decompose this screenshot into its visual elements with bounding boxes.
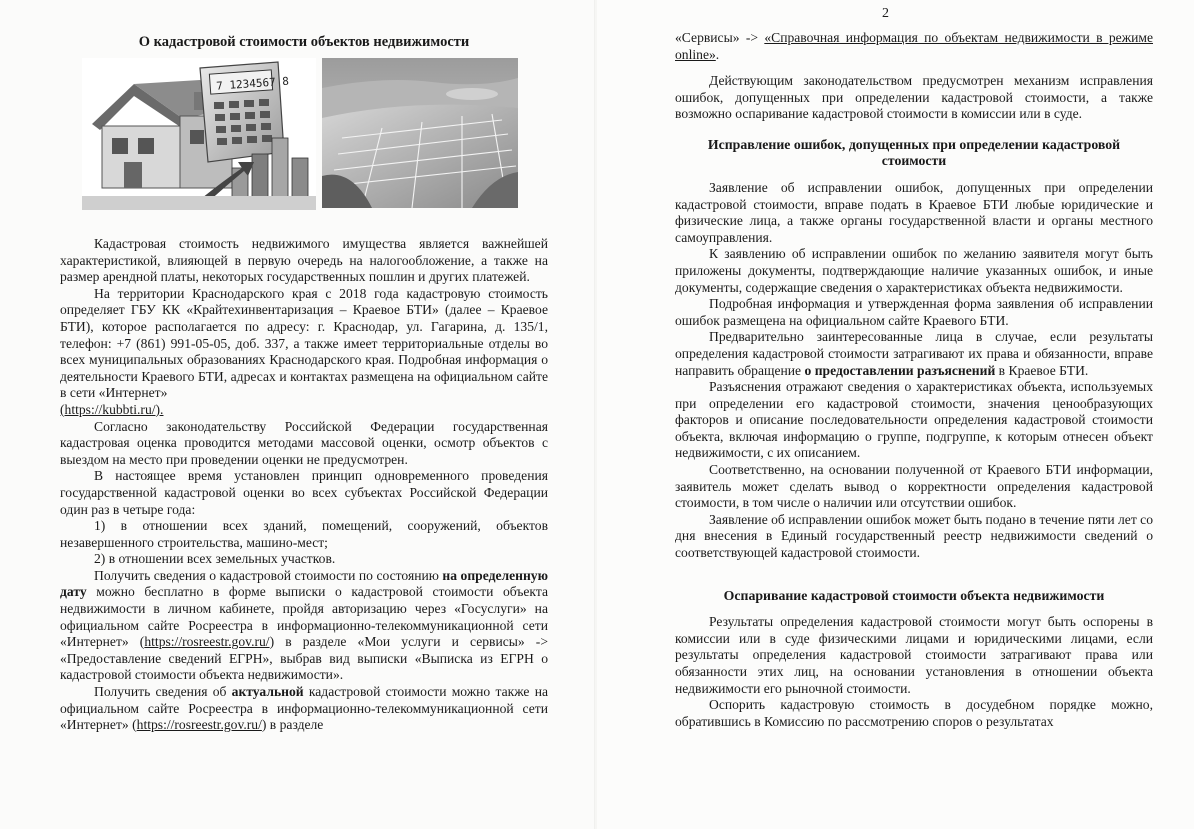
rosreestr-link[interactable]: https://rosreestr.gov.ru/ [136,717,262,733]
paragraph-link-kubbti[interactable]: (https://kubbti.ru/). [60,401,164,417]
paragraph: Согласно законодательству Российской Федерации государственная кадастровая оценка проводится методами массовой оценки, осмотр объектов с выездом на место при проведении оценки не предусмотрен. [60,418,548,467]
paragraph-services: «Сервисы» -> «Справочная информация по объектам недвижимости в режиме online». [675,30,1153,62]
calculator-display: 7 1234567 8 [215,74,290,93]
section-heading-dispute: Оспаривание кадастровой стоимости объекта недвижимости [723,587,1105,603]
paragraph: Подробная информация и утвержденная форма заявления об исправлении ошибок размещена на официальном сайте Краевого БТИ. [675,296,1153,328]
right-page [597,0,1194,829]
list-item: 2) в отношении всех земельных участков. [94,551,336,567]
left-column-text [60,236,548,734]
reference-info-link[interactable]: «Справочная информация по объектам недвижимости в режиме online» [675,30,1153,62]
list-item: 1) в отношении всех зданий, помещений, сооружений, объектов незавершенного строительства, машино-мест; [60,518,548,550]
house-calculator-photo [82,58,316,210]
paragraph: Результаты определения кадастровой стоимости могут быть оспорены в комиссии или в суде физическими лицами и юридическими лицами, если результаты определения кадастровой стоимости затрагивают права или обязанности этих лиц, на основании установления в отношении объекта недвижимости его рыночной стоимости. [675,614,1153,696]
paragraph: Заявление об исправлении ошибок может быть подано в течение пяти лет со дня внесения в Единый государственный реестр недвижимости сведений о соответствующей кадастровой стоимости. [675,511,1153,561]
paragraph-egrn-extract: Получить сведения о кадастровой стоимости по состоянию на определенную дату можно бесплатно в форме выписки о кадастровой стоимости объекта недвижимости в личном кабинете, пройдя авторизацию через «Госуслуги» на официальном сайте Росреестра в информационно-телекоммуникационной сети «Интернет» (https://rosreestr.gov.ru/) в разделе «Мои услуги и сервисы» -> «Предоставление сведений ЕГРН», выбрав вид выписки «Выписка из ЕГРН о кадастровой стоимости объекта недвижимости». [60,567,548,683]
page-number: 2 [882,6,889,21]
document-title: О кадастровой стоимости объектов недвижимости [138,34,470,50]
paragraph: На территории Краснодарского края с 2018 года кадастровую стоимость определяет ГБУ КК «Крайтехинвентаризация – Краевое БТИ» (далее – Краевое БТИ), которое располагается по адресу: г. Краснодар, ул. Гагарина, д. 135/1, телефон: +7 (861) 991-05-05, доб. 337, а также имеет территориальные отделы во всех муниципальных образованиях Краснодарского края. Подробная информация о деятельности Краевого БТИ, адресах и контактах размещена на официальном сайте в сети «Интернет» [60,285,548,401]
paragraph: Оспорить кадастровую стоимость в досудебном порядке можно, обратившись в Комиссию по рассмотрению споров о результатах [675,697,1153,729]
paragraph: Кадастровая стоимость недвижимого имущества является важнейшей характеристикой, влияющей в первую очередь на налогообложение, а также на размер арендной платы, некоторых государственных пошлин и других платежей. [60,236,548,285]
paragraph-actual-value: Получить сведения об актуальной кадастровой стоимости можно также на официальном сайте Росреестра в информационно-телекоммуникационной сети «Интернет» (https://rosreestr.gov.ru/) в разделе [60,684,548,733]
rosreestr-link[interactable]: https://rosreestr.gov.ru/ [144,634,270,650]
paragraph-explanations: Предварительно заинтересованные лица в случае, если результаты определения кадастровой стоимости затрагивают их права и обязанности, вправе направить обращение о предоставлении разъяснений в Краевое БТИ. [675,329,1153,378]
section-heading-error-correction: Исправление ошибок, допущенных при определении кадастровой стоимости [707,136,1121,169]
right-column-text [675,30,1153,730]
paragraph: К заявлению об исправлении ошибок по желанию заявителя могут быть приложены документы, подтверждающие наличие указанных ошибок, и иные документы, содержащие сведения о характеристиках объекта недвижимости. [675,246,1153,295]
paragraph: Действующим законодательством предусмотрен механизм исправления ошибок, допущенных при определении кадастровой стоимости, а также возможно оспаривание кадастровой стоимости в комиссии или в суде. [675,73,1153,122]
paragraph: Соответственно, на основании полученной от Краевого БТИ информации, заявитель может сделать вывод о корректности определения кадастровой стоимости, в том числе о наличии или отсутствии ошибок. [675,462,1153,511]
aerial-land-photo [322,58,518,208]
paragraph: В настоящее время установлен принцип одновременного проведения государственной кадастровой оценки во всех субъектах Российской Федерации один раз в четыре года: [60,468,548,517]
paragraph: Заявление об исправлении ошибок, допущенных при определении кадастровой стоимости, вправе подать в Краевое БТИ любые юридические и физические лица, а также органы государственной власти и органы местного самоуправления. [675,179,1153,245]
paragraph: Разъяснения отражают сведения о характеристиках объекта, используемых при определении его кадастровой стоимости, значения ценообразующих факторов и описание последовательности определения кадастровой стоимости объекта, включая информацию о группе, подгруппе, к которым отнесен объект недвижимости, с их описанием. [675,379,1153,461]
